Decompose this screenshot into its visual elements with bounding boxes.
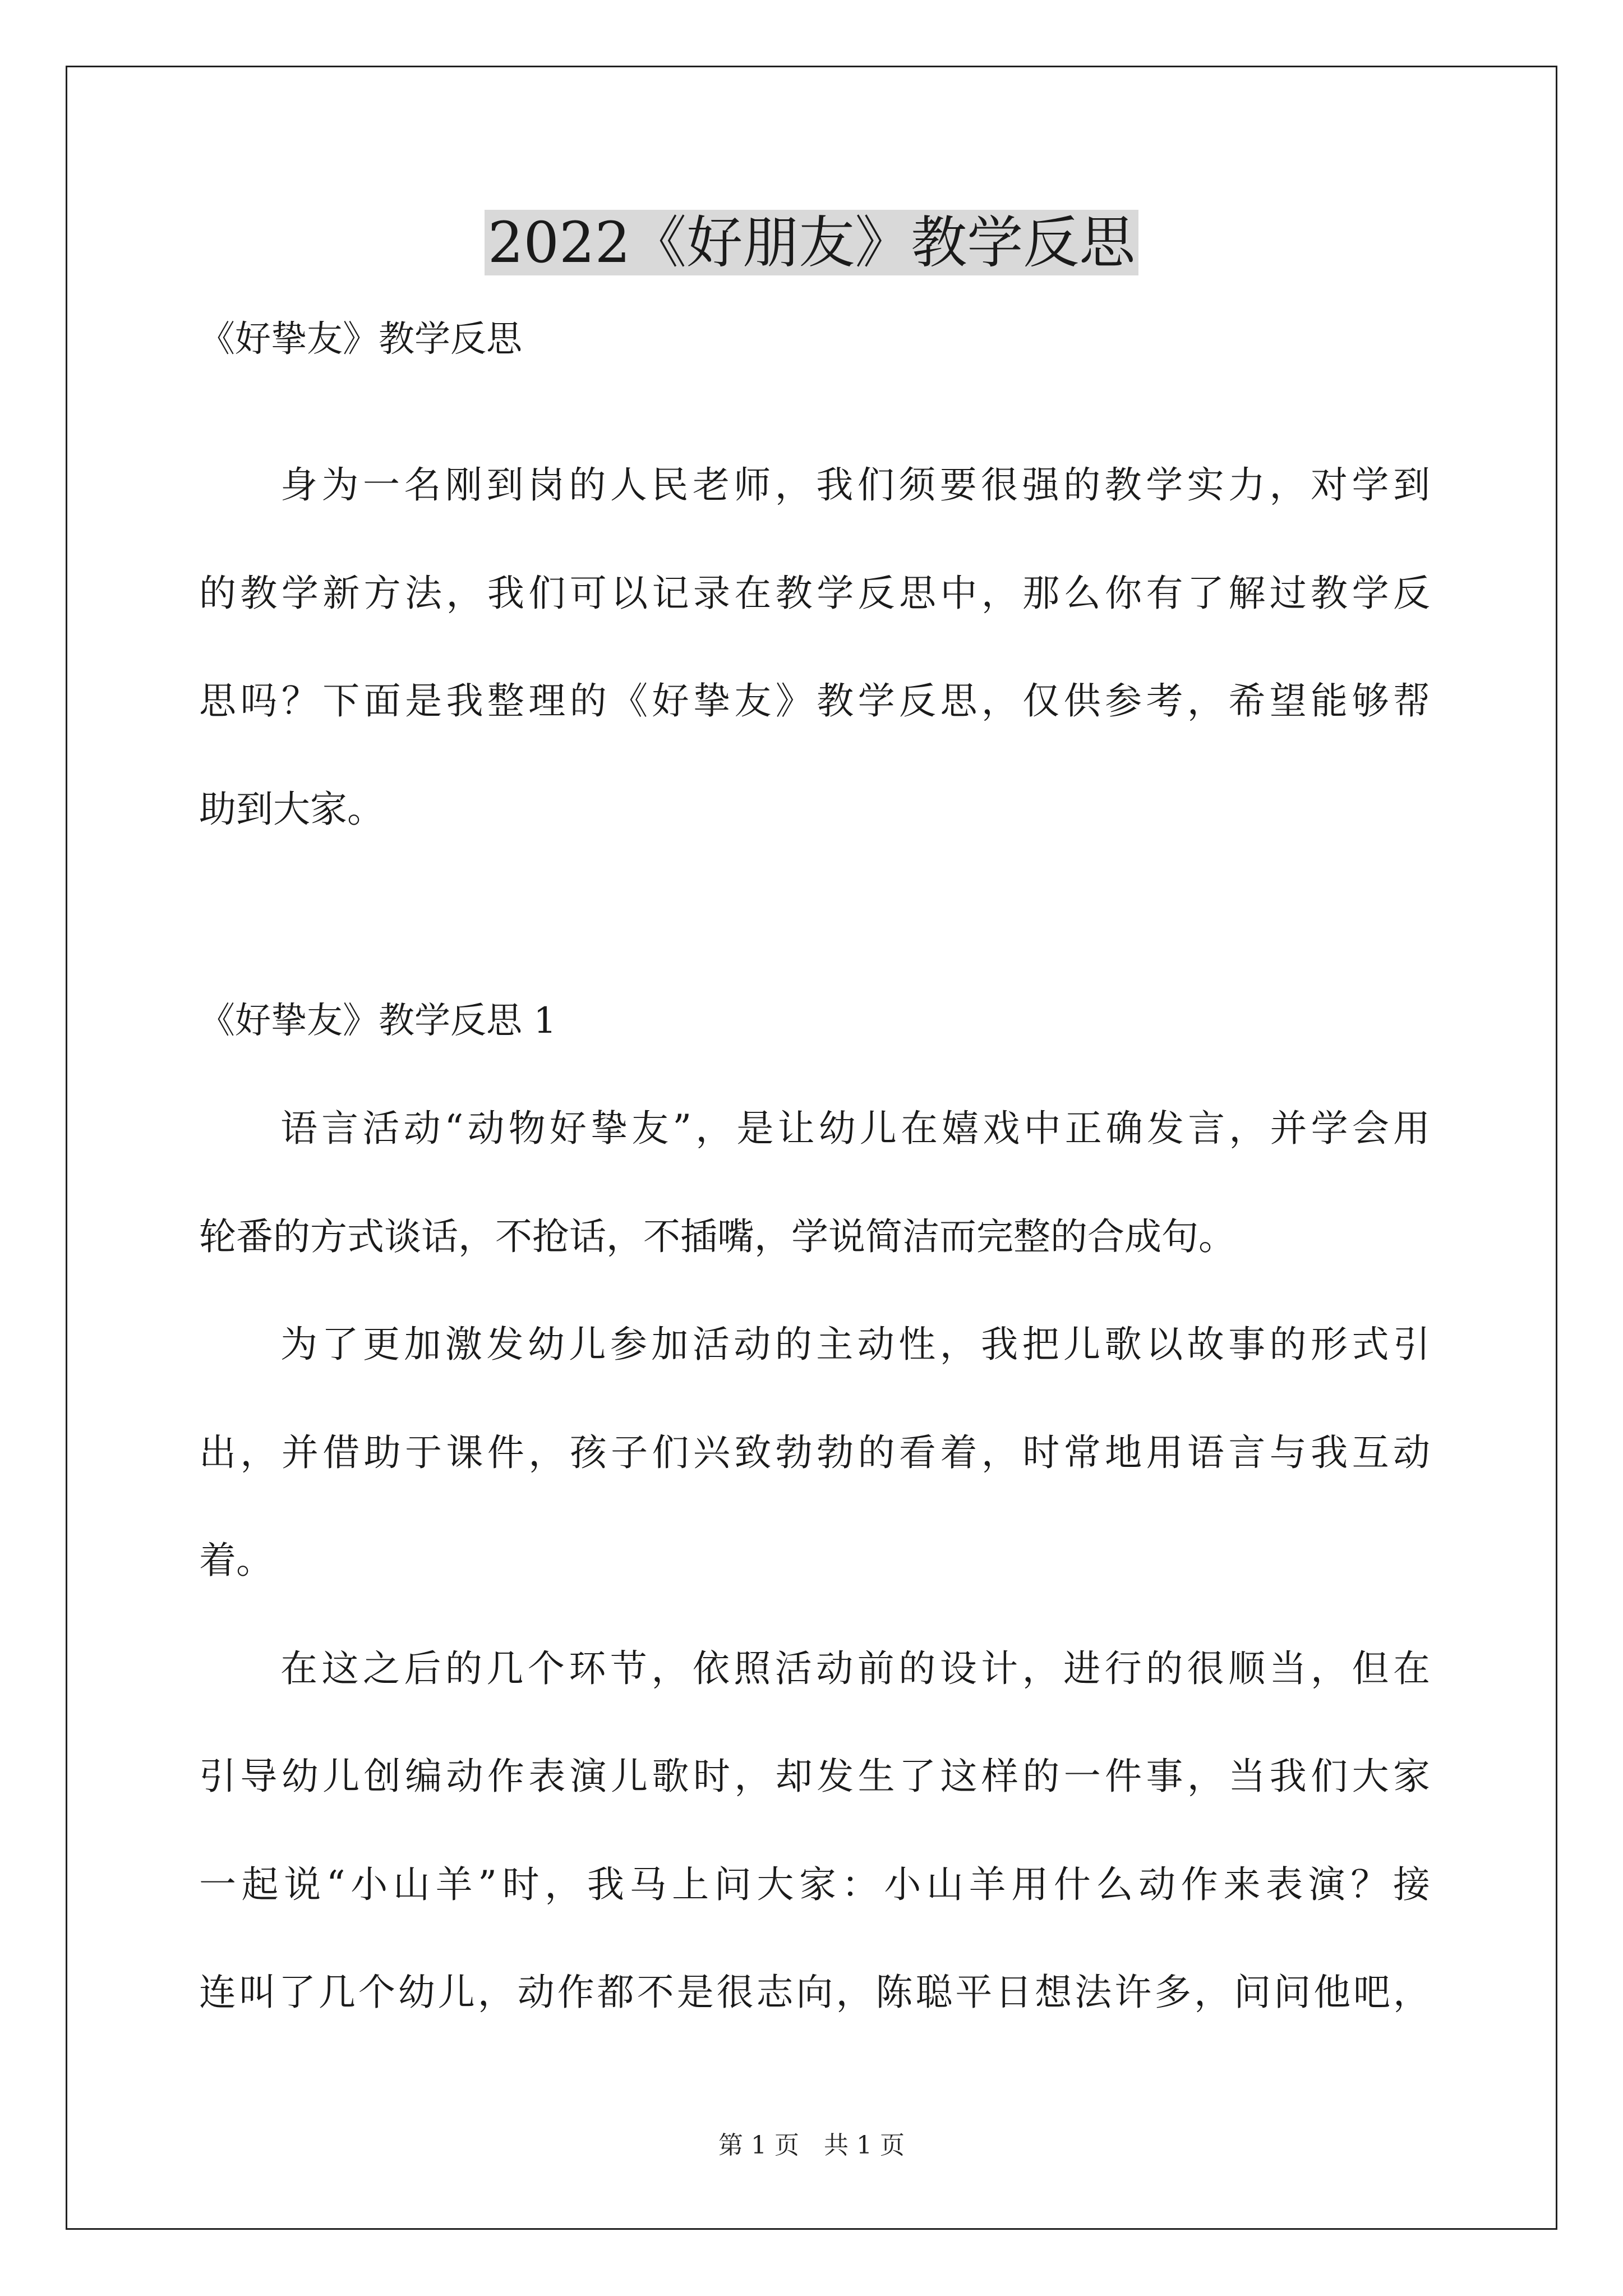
intro-line-2: 的教学新方法，我们可以记录在教学反思中，那么你有了解过教学反 [199,572,1430,615]
section1-para2-line-1: 为了更加激发幼儿参加活动的主动性，我把儿歌以故事的形式引 [280,1323,1430,1366]
intro-line-4: 助到大家。 [199,788,384,831]
section1-heading: 《好挚友》教学反思 1 [199,1000,557,1042]
intro-line-3: 思吗？下面是我整理的《好挚友》教学反思，仅供参考，希望能够帮 [199,679,1430,723]
intro-heading: 《好挚友》教学反思 [199,319,522,360]
document-title [0,206,1623,279]
section1-para3-line-2: 引导幼儿创编动作表演儿歌时，却发生了这样的一件事，当我们大家 [199,1755,1430,1798]
section1-para2-line-3: 着。 [199,1539,273,1582]
page-footer: 第 1 页 共 1 页 [718,2131,905,2160]
section1-para1-line-2: 轮番的方式谈话，不抢话，不插嘴，学说简洁而完整的合成句。 [199,1215,1235,1258]
section1-para1-line-1: 语言活动“动物好挚友”，是让幼儿在嬉戏中正确发言，并学会用 [280,1107,1430,1150]
section1-para3-line-3: 一起说“小山羊”时，我马上问大家：小山羊用什么动作来表演？接 [199,1863,1430,1906]
document-title-text: 2022《好朋友》教学反思 [485,210,1139,275]
section1-para3-line-4: 连叫了几个幼儿，动作都不是很志向，陈聪平日想法许多，问问他吧， [199,1971,1430,2014]
section1-para2-line-2: 出，并借助于课件，孩子们兴致勃勃的看着，时常地用语言与我互动 [199,1431,1430,1474]
section1-para3-line-1: 在这之后的几个环节，依照活动前的设计，进行的很顺当，但在 [280,1647,1430,1690]
intro-line-1: 身为一名刚到岗的人民老师，我们须要很强的教学实力，对学到 [280,463,1430,507]
